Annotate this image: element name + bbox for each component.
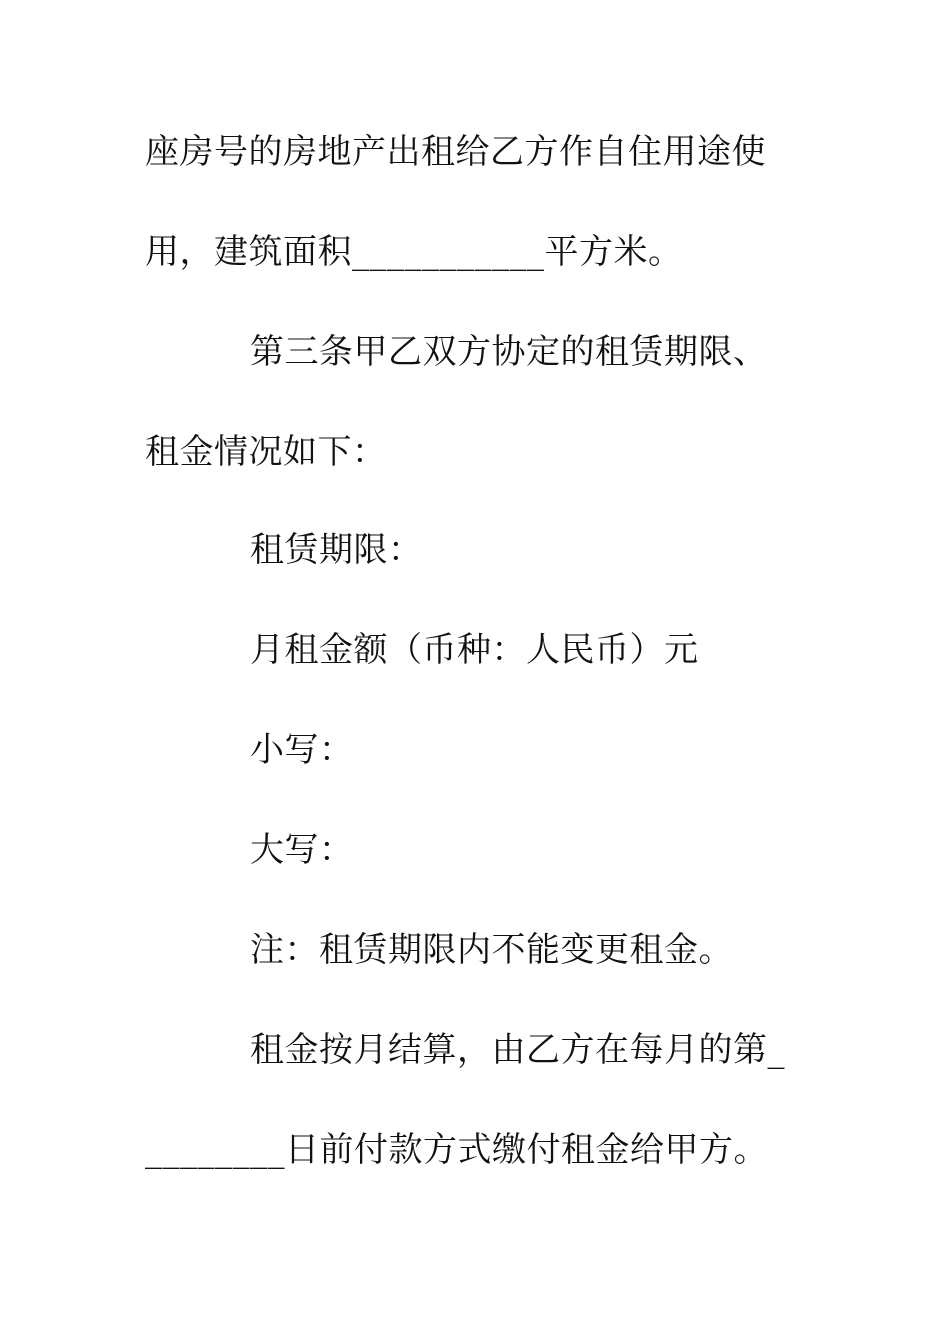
paragraph-line-2: 用，建筑面积___________平方米。 xyxy=(145,232,683,272)
monthly-rent-label: 月租金额（币种：人民币）元 xyxy=(250,630,699,670)
payment-terms-line-1: 租金按月结算，由乙方在每月的第_ xyxy=(250,1030,785,1070)
paragraph-line-4: 租金情况如下： xyxy=(145,432,387,472)
article-three-heading: 第三条甲乙双方协定的租赁期限、 xyxy=(250,332,768,372)
amount-lowercase-label: 小写： xyxy=(250,730,354,770)
lease-term-label: 租赁期限： xyxy=(250,530,423,570)
note-line: 注：租赁期限内不能变更租金。 xyxy=(250,930,733,970)
amount-uppercase-label: 大写： xyxy=(250,830,354,870)
payment-terms-line-2: ________日前付款方式缴付租金给甲方。 xyxy=(145,1130,768,1170)
paragraph-line-1: 座房号的房地产出租给乙方作自住用途使 xyxy=(145,132,766,172)
